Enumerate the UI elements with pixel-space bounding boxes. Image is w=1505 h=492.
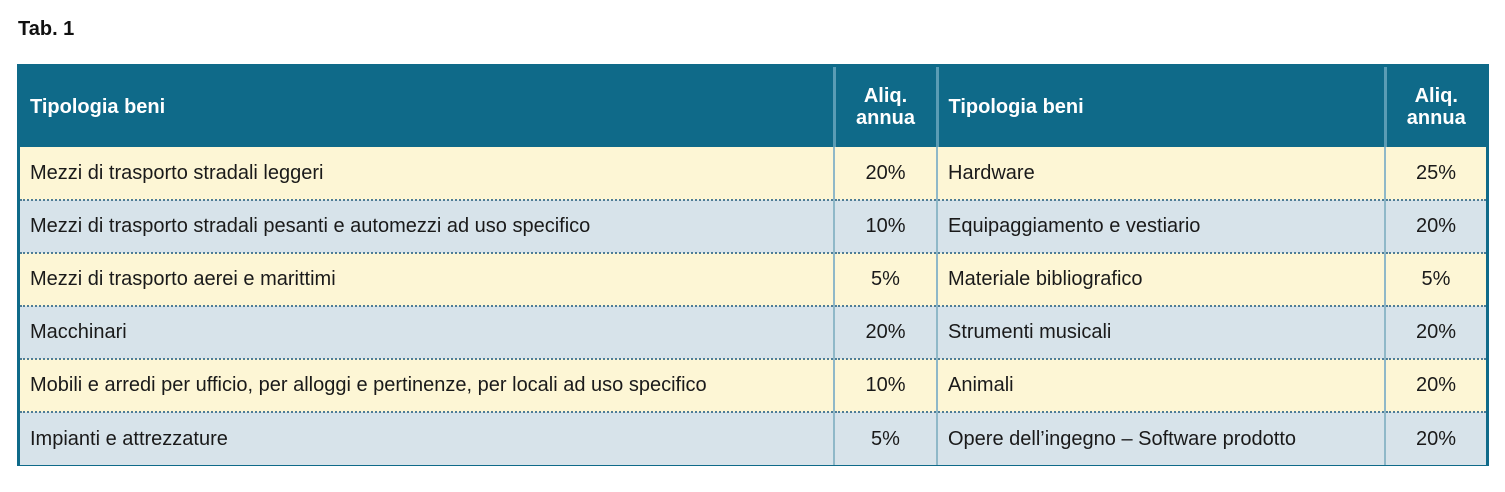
table-row — [20, 359, 1486, 412]
asset-type-left: Mezzi di trasporto aerei e marittimi — [20, 253, 834, 306]
header-rate-left — [834, 67, 937, 147]
asset-type-right: Opere dell’ingegno – Software prodotto — [937, 412, 1385, 465]
table-header-row — [20, 67, 1486, 147]
asset-type-right: Materiale bibliografico — [937, 253, 1385, 306]
rate-right: 20% — [1385, 359, 1486, 412]
table-row — [20, 306, 1486, 359]
table — [20, 67, 1486, 465]
asset-type-left: Impianti e attrezzature — [20, 412, 834, 465]
asset-type-left: Mezzi di trasporto stradali leggeri — [20, 147, 834, 200]
header-rate-left-line2: annua — [856, 107, 915, 129]
table-row — [20, 200, 1486, 253]
rate-right: 20% — [1385, 306, 1486, 359]
header-asset-type-right: Tipologia beni — [937, 67, 1385, 147]
rate-right: 5% — [1385, 253, 1486, 306]
asset-type-left: Macchinari — [20, 306, 834, 359]
rate-left: 5% — [834, 412, 937, 465]
rate-left: 20% — [834, 147, 937, 200]
rate-right: 20% — [1385, 412, 1486, 465]
rate-left: 5% — [834, 253, 937, 306]
rate-left: 10% — [834, 359, 937, 412]
asset-type-right: Hardware — [937, 147, 1385, 200]
rate-left: 20% — [834, 306, 937, 359]
asset-type-right: Equipaggiamento e vestiario — [937, 200, 1385, 253]
depreciation-table — [17, 64, 1489, 466]
rate-right: 25% — [1385, 147, 1486, 200]
rate-left: 10% — [834, 200, 937, 253]
table-row — [20, 412, 1486, 465]
table-row — [20, 253, 1486, 306]
table-row — [20, 147, 1486, 200]
asset-type-left: Mezzi di trasporto stradali pesanti e automezzi ad uso specifico — [20, 200, 834, 253]
header-rate-left-line1: Aliq. — [863, 85, 908, 107]
header-asset-type-left: Tipologia beni — [20, 67, 834, 147]
table-caption: Tab. 1 — [18, 18, 75, 40]
header-rate-right — [1385, 67, 1486, 147]
asset-type-right: Strumenti musicali — [937, 306, 1385, 359]
rate-right: 20% — [1385, 200, 1486, 253]
asset-type-left: Mobili e arredi per ufficio, per alloggi e pertinenze, per locali ad uso specifico — [20, 359, 834, 412]
header-rate-right-line1: Aliq. — [1414, 85, 1458, 107]
header-rate-right-line2: annua — [1406, 107, 1466, 129]
asset-type-right: Animali — [937, 359, 1385, 412]
